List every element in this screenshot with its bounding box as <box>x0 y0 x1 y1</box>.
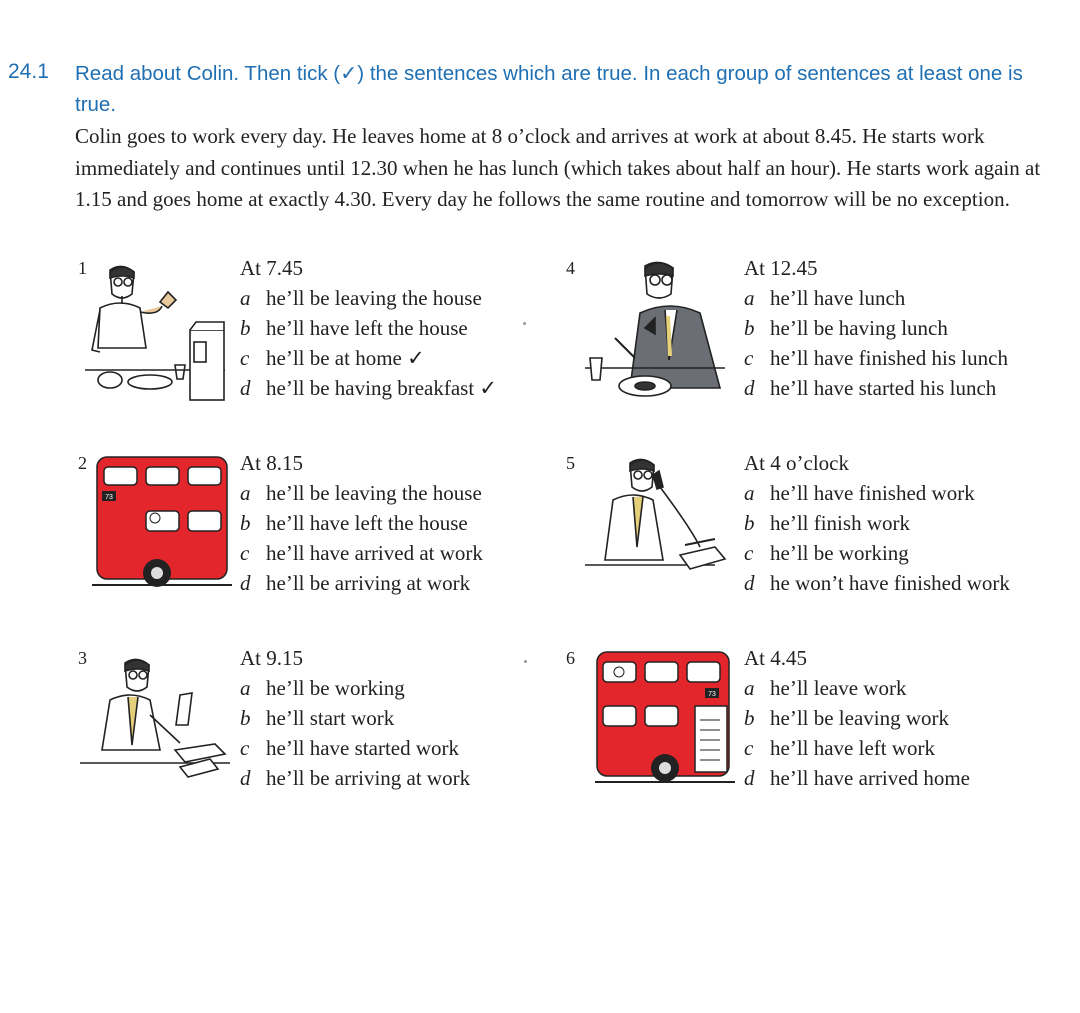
item-2-option-a[interactable]: a he’ll be leaving the house <box>240 481 482 505</box>
item-6-time: At 4.45 <box>744 646 807 670</box>
item-number-5: 5 <box>566 453 575 473</box>
item-3-option-c[interactable]: c he’ll have started work <box>240 736 460 760</box>
item-4-option-c[interactable]: c he’ll have finished his lunch <box>744 346 1008 370</box>
tick-mark: ✓ <box>407 346 425 370</box>
item-number-2: 2 <box>78 453 87 473</box>
item-5-option-c[interactable]: c he’ll be working <box>744 541 909 565</box>
item-4-time: At 12.45 <box>744 256 818 280</box>
item-1-option-c[interactable]: c he’ll be at home ✓ <box>240 346 425 370</box>
item-3-option-d[interactable]: d he’ll be arriving at work <box>240 766 471 790</box>
item-1-option-a[interactable]: a he’ll be leaving the house <box>240 286 482 310</box>
red-bus-with-passenger-illustration <box>595 650 735 785</box>
item-number-3: 3 <box>78 648 87 668</box>
item-6-option-b[interactable]: b he’ll be leaving work <box>744 706 950 730</box>
man-eating-breakfast-illustration <box>80 260 230 405</box>
tick-mark: ✓ <box>479 376 498 400</box>
item-6-option-d[interactable]: d he’ll have arrived home <box>744 766 970 790</box>
item-4-option-b[interactable]: b he’ll be having lunch <box>744 316 948 340</box>
item-number-1: 1 <box>78 258 87 278</box>
man-working-at-desk-illustration <box>80 655 230 785</box>
red-bus-illustration <box>92 455 232 590</box>
item-2-option-b[interactable]: b he’ll have left the house <box>240 511 468 535</box>
item-number-6: 6 <box>566 648 575 668</box>
item-3-option-b[interactable]: b he’ll start work <box>240 706 395 730</box>
item-number-4: 4 <box>566 258 575 278</box>
item-1-option-b[interactable]: b he’ll have left the house <box>240 316 468 340</box>
item-6-option-c[interactable]: c he’ll have left work <box>744 736 936 760</box>
item-2-option-c[interactable]: c he’ll have arrived at work <box>240 541 483 565</box>
item-2-option-d[interactable]: d he’ll be arriving at work <box>240 571 471 595</box>
item-1-time: At 7.45 <box>240 256 303 280</box>
item-1-option-d[interactable]: d he’ll be having breakfast ✓ <box>240 376 498 400</box>
exercise-instruction: Read about Colin. Then tick (✓) the sentences which are true. In each group of sentences at least one is true. <box>75 62 1023 116</box>
item-3-time: At 9.15 <box>240 646 303 670</box>
item-5-option-a[interactable]: a he’ll have finished work <box>744 481 975 505</box>
reading-paragraph: Colin goes to work every day. He leaves home at 8 o’clock and arrives at work at about 8.45. He starts work immediately and continues until 12.30 when he has lunch (which takes about half an hour). He starts work again at 1.15 and goes home at exactly 4.30. Every day he follows the same routine and tomorrow will be no exception. <box>75 124 1041 211</box>
route-number: 73 <box>708 691 716 698</box>
item-5-option-b[interactable]: b he’ll finish work <box>744 511 910 535</box>
man-eating-lunch-illustration <box>585 258 730 408</box>
item-5-time: At 4 o’clock <box>744 451 849 475</box>
passenger-face <box>614 667 624 677</box>
man-on-phone-illustration <box>585 455 730 590</box>
speck <box>523 322 526 325</box>
item-2-time: At 8.15 <box>240 451 303 475</box>
item-4-option-a[interactable]: a he’ll have lunch <box>744 286 906 310</box>
speck <box>524 660 527 663</box>
item-4-option-d[interactable]: d he’ll have started his lunch <box>744 376 997 400</box>
item-6-option-a[interactable]: a he’ll leave work <box>744 676 907 700</box>
route-number: 73 <box>105 494 113 501</box>
exercise-number: 24.1 <box>8 60 49 83</box>
item-5-option-d[interactable]: d he won’t have finished work <box>744 571 1010 595</box>
item-3-option-a[interactable]: a he’ll be working <box>240 676 405 700</box>
